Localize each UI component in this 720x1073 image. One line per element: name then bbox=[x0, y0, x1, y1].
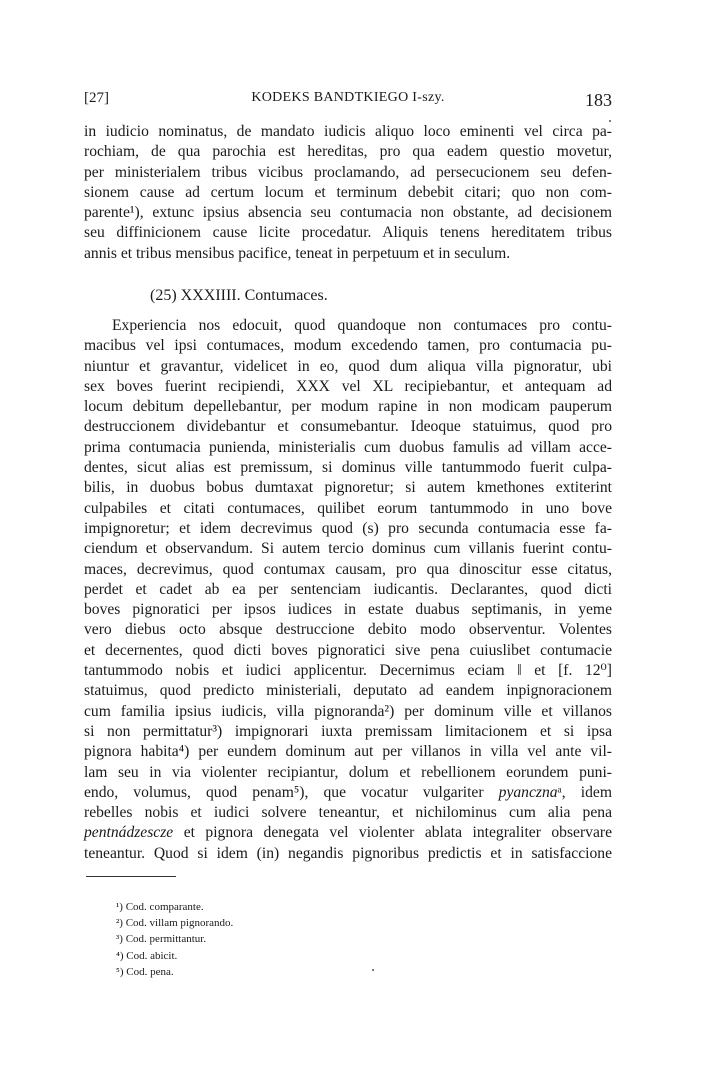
footnote-item bbox=[116, 931, 233, 947]
text-line: dentes, sicut alias est premissum, si dominus ville tantummodo fuerit culpa- bbox=[84, 459, 612, 477]
text-line: perdet et cadet ab ea per sentenciam iudicantis. Declarantes, quod dicti bbox=[84, 580, 612, 598]
paragraph-continuation bbox=[84, 122, 612, 264]
text-line: maces, decrevimus, quod contumax causam, pro qua dinoscitur esse citatus, bbox=[84, 560, 612, 578]
footnote-text: Cod. villam pignorando. bbox=[125, 917, 234, 930]
footnote-text: Cod. comparante. bbox=[125, 901, 204, 913]
text-line: destruccionem dividebantur et consumebantur. Ideoque statuimus, quod pro bbox=[84, 418, 612, 436]
text-line: cum familia ipsius iudicis, villa pignoranda²) per dominum ville et villanos bbox=[84, 702, 612, 720]
text-line: impignoretur; et idem decrevimus quod (s) pro secunda contumacia esse fa- bbox=[84, 519, 612, 537]
text-line: parente¹), extunc ipsius absencia seu contumacia non obstante, ad decisionem bbox=[84, 204, 612, 222]
text-line: ciendum et observandum. Si autem tercio dominus cum villanis fuerint contu- bbox=[84, 540, 612, 558]
text-line: prima contumacia punienda, ministerialis cum duobus famulis ad villam acce- bbox=[84, 438, 612, 456]
text-line: Experiencia nos edocuit, quod quandoque non contumaces pro contu- bbox=[112, 317, 612, 334]
print-speck bbox=[372, 969, 374, 971]
running-title: KODEKS BANDTKIEGO I-szy. bbox=[251, 90, 445, 105]
text-line: endo, volumus, quod penam⁵), que vocatur vulgariter pyancznaᵃ, idem bbox=[84, 783, 612, 801]
text-line: per ministerialem tribus vicibus proclamando, ad persecucionem seu defen- bbox=[84, 163, 612, 181]
footnote-item bbox=[116, 915, 233, 931]
text-line: in iudicio nominatus, de mandato iudicis aliquo loco eminenti vel circa pa- bbox=[84, 123, 612, 140]
text-line: bilis, in duobus bobus dumtaxat pignoretur; si autem kmethones extiterint bbox=[84, 479, 612, 497]
page-number: 183 bbox=[585, 90, 612, 110]
footnote-item bbox=[116, 899, 233, 915]
text-line: rochiam, de qua parochia est hereditas, pro qua eadem questio movetur, bbox=[84, 143, 612, 161]
text-line: locum debitum depellebantur, per modum rapine in non modicam pauperum bbox=[84, 398, 612, 416]
text-line: tantummodo nobis et iudici applicentur. Decernimus eciam ‖ et [f. 12⁰] bbox=[84, 662, 612, 680]
paragraph-contumaces bbox=[84, 316, 612, 864]
running-head bbox=[84, 90, 612, 114]
text-line: rebelles nobis et iudici solvere teneantur, et nichilominus cum alia pena bbox=[84, 804, 612, 822]
footnote-marker: ²) bbox=[116, 917, 126, 930]
footnote-text: Cod. permittantur. bbox=[125, 933, 207, 946]
text-line: annis et tribus mensibus pacifice, teneat in perpetuum et in seculum. bbox=[84, 244, 511, 262]
text-line: lam seu in via violenter recipiantur, dolum et rebellionem eorundem puni- bbox=[84, 763, 612, 781]
italic-term: pyanczna bbox=[498, 783, 558, 801]
section-heading: (25) XXXIIII. Contumaces. bbox=[150, 287, 328, 304]
text-line: sex boves fuerint recipiendi, XXX vel XL recipiebantur, et antequam ad bbox=[84, 377, 612, 395]
footnote-divider bbox=[86, 876, 176, 877]
footnote-marker: ¹) bbox=[116, 901, 126, 913]
chapter-number: [27] bbox=[84, 90, 109, 106]
text-line: boves pignoratici per ipsos iudices in estate duabus septimanis, in yeme bbox=[84, 601, 612, 619]
italic-term: pentnádzescze bbox=[84, 824, 174, 842]
text-line: et decernentes, quod dicti boves pignoratici sive pena cuiuslibet contumacie bbox=[84, 641, 612, 659]
text-line: niuntur et gravantur, videlicet in eo, quod dum aliqua villa pignoratur, ubi bbox=[84, 357, 612, 375]
footnotes bbox=[116, 899, 233, 980]
footnote-text: Cod. pena. bbox=[126, 965, 174, 978]
footnote-item bbox=[116, 948, 233, 964]
text-line: culpabiles et citati contumaces, quilibet eorum tantummodo in uno bove bbox=[84, 499, 612, 517]
footnote-text: Cod. abicit. bbox=[126, 949, 178, 962]
text-line: macibus vel ipsi contumaces, modum excedendo tamen, pro contumacia pu- bbox=[84, 337, 612, 355]
text-line: seu diffinicionem cause licite procedatur. Aliquis tenens hereditatem tribus bbox=[84, 224, 612, 242]
footnote-marker: ⁵) bbox=[116, 965, 127, 978]
footnote-marker: ³) bbox=[116, 933, 126, 946]
footnote-item bbox=[116, 964, 233, 980]
footnote-marker: ⁴) bbox=[116, 949, 127, 962]
text-line: pentnádzescze et pignora denegata vel violenter ablata integraliter observare bbox=[84, 824, 612, 842]
text-line: statuimus, quod predicto ministeriali, deputato ad eandem inpignoracionem bbox=[84, 682, 612, 700]
text-line: sionem cause ad certum locum et terminum debebit citari; quo non com- bbox=[84, 183, 612, 201]
text-line: si non permittatur³) impignorari iuxta premissam limitacionem et si ipsa bbox=[84, 722, 612, 740]
text-line: vero diebus octo absque destruccione debito modo observentur. Volentes bbox=[84, 621, 612, 639]
text-line: pignora habita⁴) per eundem dominum aut per villanos in villa vel ante vil- bbox=[84, 743, 612, 761]
text-line: teneantur. Quod si idem (in) negandis pignoribus predictis et in satisfaccione bbox=[84, 844, 612, 862]
